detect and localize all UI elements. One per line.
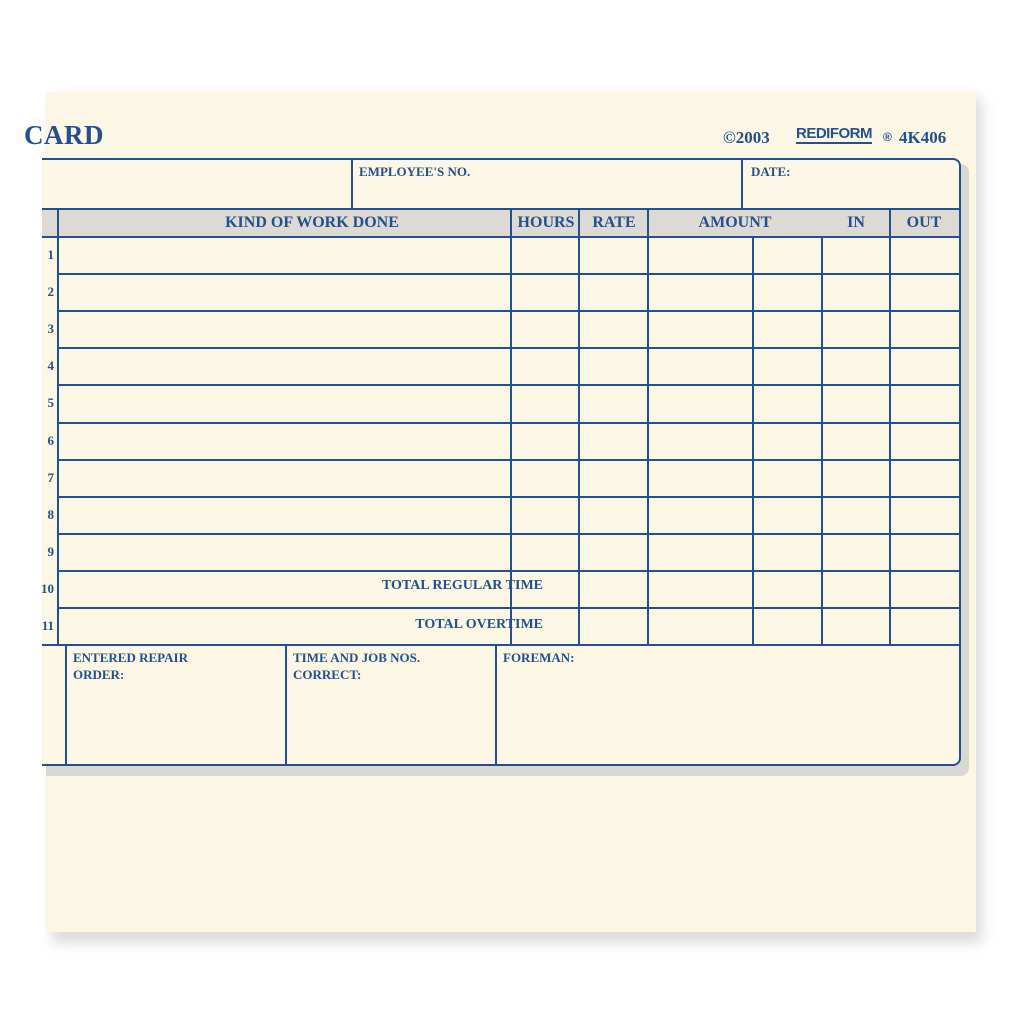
- order-label: ORDER:: [73, 667, 125, 682]
- correct-label: CORRECT:: [293, 667, 362, 682]
- rediform-logo: REDIFORM: [796, 125, 872, 142]
- copyright-text: ©2003: [723, 128, 770, 147]
- entered-repair-order-field[interactable]: [67, 646, 285, 766]
- form-frame: [42, 158, 961, 766]
- row-number: 7: [47, 470, 54, 485]
- time-job-label: TIME AND JOB NOS.: [293, 650, 421, 665]
- registered-mark: ®: [883, 130, 892, 144]
- date-label: DATE:: [751, 164, 791, 179]
- time-job-correct-field[interactable]: [287, 646, 495, 766]
- table-row[interactable]: [59, 461, 957, 495]
- table-row[interactable]: [59, 424, 957, 458]
- table-row[interactable]: [59, 386, 957, 420]
- employee-no-label: EMPLOYEE'S NO.: [359, 164, 471, 179]
- total-regular-time-label: TOTAL REGULAR TIME: [381, 578, 543, 593]
- total-overtime-label: TOTAL OVERTIME: [415, 617, 543, 632]
- form-code: 4K406: [899, 128, 947, 147]
- row-number: 4: [47, 358, 54, 373]
- header-hours: HOURS: [517, 214, 575, 231]
- row-number: 1: [47, 247, 54, 262]
- table-row[interactable]: [59, 535, 957, 569]
- row-number: 11: [41, 618, 54, 633]
- row-number: 5: [47, 395, 54, 410]
- table-row[interactable]: [59, 349, 957, 383]
- row-number: 8: [47, 507, 54, 522]
- table-row[interactable]: [59, 498, 957, 532]
- foreman-label: FOREMAN:: [503, 650, 575, 665]
- row-number: 6: [47, 433, 54, 448]
- table-row[interactable]: [59, 312, 957, 346]
- row-number: 10: [41, 581, 54, 596]
- time-card: [24, 92, 976, 932]
- header-rate: RATE: [592, 214, 636, 231]
- employee-no-field[interactable]: [353, 160, 741, 210]
- header-kind-of-work: KIND OF WORK DONE: [225, 214, 399, 231]
- card-title: CARD: [24, 120, 104, 150]
- header-out: OUT: [906, 214, 942, 231]
- foreman-field[interactable]: [497, 646, 957, 766]
- table-row[interactable]: [59, 275, 957, 309]
- row-number: 9: [47, 544, 54, 559]
- entered-repair-label: ENTERED REPAIR: [73, 650, 188, 665]
- table-row[interactable]: [59, 238, 957, 272]
- header-amount: AMOUNT: [698, 214, 772, 231]
- row-number: 3: [47, 321, 54, 336]
- date-field[interactable]: [743, 160, 959, 210]
- row-number: 2: [47, 284, 54, 299]
- header-in: IN: [847, 214, 865, 231]
